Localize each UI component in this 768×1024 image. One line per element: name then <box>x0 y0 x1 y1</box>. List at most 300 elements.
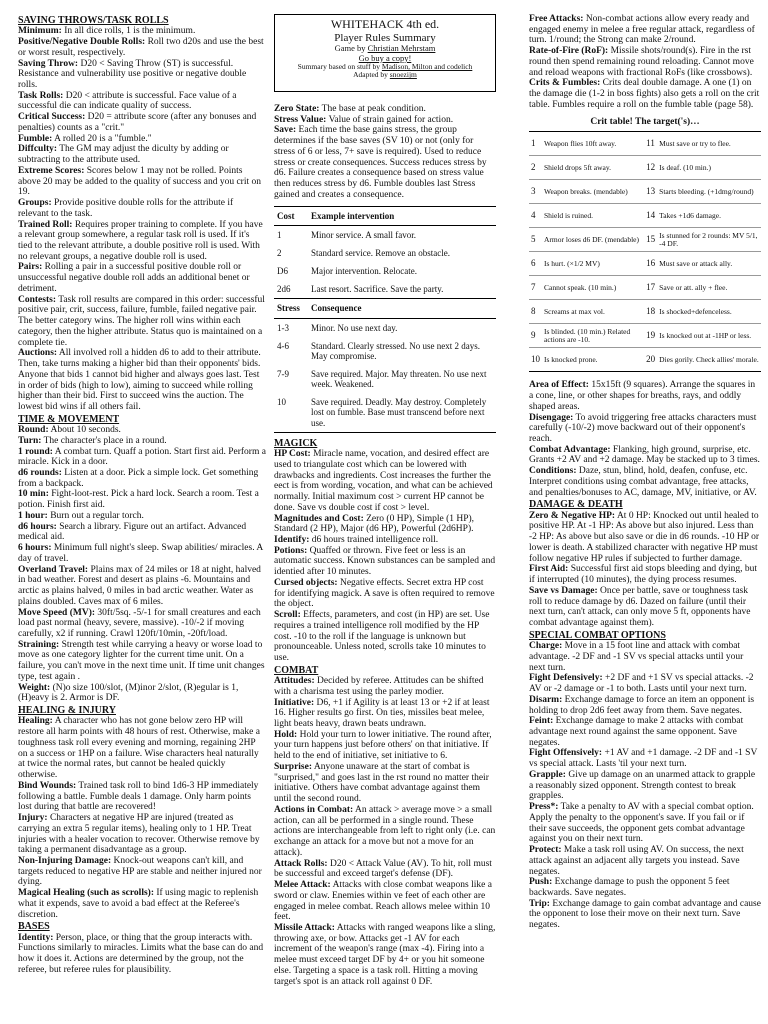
rule-text: Strength test while carrying a heavy or worse load to move as one category lighter for the current time unit. On a failure, you can't move in the next time unit. If time unit changes type, test again . <box>18 639 265 682</box>
rule-term: Disengage: <box>529 412 574 423</box>
rule-entry <box>529 380 761 412</box>
rule-term: Non-Injuring Damage: <box>18 855 112 866</box>
rule-text: 30ft/5sq. -5/-1 for small creatures and each load past normal (heavy, severe, massive). -10/-2 if moving carefully, x2 if running. Crawl 120ft/10min, -20ft/load. <box>18 607 261 639</box>
rule-entry <box>18 26 266 37</box>
rule-text: Exchange damage to make 2 attacks with combat advantage next round against the same opponent. Save negates. <box>529 716 744 748</box>
rule-text: Exchange damage to force an item an opponent is holding to drop 2d6 feet away from them. Save negates. <box>529 694 755 716</box>
rule-text: An attack > average move > a small action, can all be performed in a single round. These actions are interchangeable from left to right only (i.e. can exchange an attack for a move but not a move for an attack). <box>274 804 496 858</box>
crit-number: 14 <box>644 204 657 228</box>
rule-text: Take a penalty to AV with a special combat option. Apply the penalty to the opponent's save. If you fail or if their save succeeds, the opponent gets combat advantage against you on their next turn. <box>529 802 754 845</box>
rule-term: Potions: <box>274 545 308 556</box>
rule-entry <box>18 813 266 856</box>
rule-term: Straining: <box>18 639 60 650</box>
rule-entry <box>529 845 761 877</box>
crit-effect: Cannot speak. (10 min.) <box>542 276 644 300</box>
crit-effect: Is hurt. (×1/2 MV) <box>542 252 644 276</box>
crit-row <box>529 132 761 156</box>
rule-term: Cursed objects: <box>274 577 338 588</box>
rule-term: Diffculty: <box>18 144 58 155</box>
rule-entry <box>18 91 266 112</box>
rule-entry <box>274 449 496 513</box>
rule-term: 1 hour: <box>18 510 48 521</box>
rule-entry <box>529 770 761 802</box>
rule-entry <box>529 716 761 748</box>
table-cell-description: Save required. Deadly. May destroy. Completely lost on fumble. Base must transcend before next use. <box>308 393 496 432</box>
consequence-header: Consequence <box>308 299 496 318</box>
rule-text: If using magic to replenish what it expends, save to avoid a bad effect at the Referee's discretion. <box>18 888 259 920</box>
rule-entry <box>529 413 761 445</box>
rule-text: Make a task roll using AV. On success, the next attack against an adjacent ally targets you instead. Save negates. <box>529 845 744 877</box>
rule-term: Extreme Scores: <box>18 165 85 176</box>
rule-term: Charge: <box>529 641 563 652</box>
rule-text: Knock-out weapons can't kill, and targets reduced to negative HP are stable and neither injured nor dying. <box>18 855 262 888</box>
rule-entry <box>18 295 266 349</box>
crit-number: 10 <box>529 348 542 372</box>
table-cell-description: Standard service. Remove an obstacle. <box>311 247 450 258</box>
rule-entry <box>529 78 761 110</box>
rule-term: 1 round: <box>18 446 53 457</box>
section-title-bases: BASES <box>18 921 50 933</box>
rule-entry <box>18 447 266 468</box>
rule-term: Missile Attack: <box>274 922 335 933</box>
rule-entry <box>18 608 266 640</box>
stress-header: Stress <box>274 299 308 318</box>
crit-number: 1 <box>529 132 542 156</box>
rule-text: Hold your turn to lower initiative. The round after, your turn happens just before others' on that initiative. If held to the end of initiative, set initiative to 6. <box>274 729 492 762</box>
rule-term: Injury: <box>18 813 48 824</box>
magick-list <box>274 449 496 664</box>
adapted-credit-prefix: Adapted by <box>353 70 390 80</box>
rule-entry <box>529 695 761 716</box>
rule-text: In all dice rolls, 1 is the minimum. <box>61 26 196 37</box>
crit-number: 3 <box>529 180 542 204</box>
rule-term: Zero & Negative HP: <box>529 510 616 521</box>
rule-term: d6 rounds: <box>18 467 62 478</box>
rule-term: Conditions: <box>529 466 577 477</box>
rule-text: A combat turn. Quaff a potion. Start first aid. Perform a miracle. Kick in a door. <box>18 446 266 468</box>
rule-term: Healing: <box>18 716 53 727</box>
rule-text: Attacks with ranged weapons like a sling, throwing axe, or bow. Attacks get -1 AV for each increment of the weapon's range (max -4). Firing into a melee must exceed target DF by 4+ or you hit someone else. Targeting a space is a task roll. Hitting a moving target's spot is an attack roll against 0 DF. <box>274 922 496 987</box>
rule-entry <box>529 586 761 629</box>
rule-text: Successful first aid stops bleeding and dying, but if interrupted (10 minutes), the dying process resumes. <box>529 564 757 586</box>
rule-text: Burn out a regular torch. <box>47 510 144 521</box>
crit-effect: Weapon breaks. (mendable) <box>542 180 644 204</box>
rule-term: Fumble: <box>18 133 53 144</box>
rule-term: Trained Roll: <box>18 219 73 230</box>
rule-entry <box>18 198 266 219</box>
crit-effect: Weapon flies 10ft away. <box>542 132 644 156</box>
rule-entry <box>18 144 266 165</box>
table-cell-value: 2d6 <box>277 284 291 295</box>
title-box <box>274 14 496 92</box>
rule-term: Melee Attack: <box>274 880 331 891</box>
rule-term: Surprise: <box>274 761 312 772</box>
cost-header: Cost <box>274 206 308 225</box>
rule-entry <box>18 781 266 813</box>
rule-term: Bind Wounds: <box>18 780 77 791</box>
rule-term: Rate-of-Fire (RoF): <box>529 46 609 57</box>
crit-number: 7 <box>529 276 542 300</box>
rule-entry <box>18 522 266 543</box>
rule-term: Magical Healing (such as scrolls): <box>18 888 154 899</box>
table-row <box>274 337 496 365</box>
crit-number: 8 <box>529 300 542 324</box>
rule-entry <box>18 565 266 608</box>
crit-effect: Starts bleeding. (+1dmg/round) <box>657 180 761 204</box>
rule-text: A character who has not gone below zero HP will restore all harm points with 48 hours of rest. Otherwise, make a toughness task roll every evening and morning, regaining 2HP on a success or 1HP on a failure. Wise characters heal naturally at twice the normal rates, but cannot be healed quickly otherwise. <box>18 716 260 781</box>
rule-term: Attack Rolls: <box>274 858 328 869</box>
rule-term: Saving Throw: <box>18 58 79 69</box>
crit-number: 16 <box>644 252 657 276</box>
rule-term: Disarm: <box>529 694 563 705</box>
crit-number: 5 <box>529 228 542 252</box>
healing-list <box>18 716 266 920</box>
table-row <box>274 393 496 432</box>
rule-entry <box>274 730 496 762</box>
table-row <box>274 244 496 262</box>
table-cell-value: D6 <box>277 266 288 277</box>
crit-number: 9 <box>529 324 542 348</box>
rule-text: Value of strain gained for action. <box>326 114 454 125</box>
rule-term: Identify: <box>274 534 310 545</box>
rule-text: Rolling a pair in a successful positive double roll or unsuccessful negative double roll adds an additional benet or detriment. <box>18 262 250 294</box>
crit-row <box>529 276 761 300</box>
crit-row <box>529 252 761 276</box>
rule-term: Hold: <box>274 729 298 740</box>
rule-text: Anyone unaware at the start of combat is "surprised," and goes last in the rst round no matter their initiative. Others have combat advantage against them until the second round. <box>274 761 489 805</box>
section-title-combat: COMBAT <box>274 664 319 676</box>
crit-number: 4 <box>529 204 542 228</box>
crit-effect: Must save or try to flee. <box>657 132 761 156</box>
adapter-link[interactable]: snoezijm <box>389 70 417 80</box>
rule-entry <box>529 46 761 78</box>
rule-text: The GM may adjust the diculty by adding or subtracting to the attribute used. <box>18 144 229 166</box>
rule-entry <box>18 683 266 704</box>
rule-term: Crits & Fumbles: <box>529 78 601 89</box>
rule-entry <box>274 578 496 610</box>
rule-text: Exchange damage to gain combat advantage and cause the opponent to lose their move on their next turn. Save negates. <box>529 898 761 931</box>
crit-number: 19 <box>644 324 657 348</box>
intervention-header: Example intervention <box>308 206 496 225</box>
crit-effect: Must save or attack ally. <box>657 252 761 276</box>
rule-term: Fight Offensively: <box>529 748 603 759</box>
crit-effect: Screams at max vol. <box>542 300 644 324</box>
rule-entry <box>18 220 266 263</box>
document-title: WHITEHACK 4th ed. <box>330 17 440 31</box>
section-title-magick: MAGICK <box>274 437 318 449</box>
table-row <box>274 225 496 244</box>
rule-entry <box>18 933 266 976</box>
saves-list <box>18 26 266 412</box>
rule-entry <box>274 859 496 880</box>
rule-term: Combat Advantage: <box>529 444 611 455</box>
rule-term: Save: <box>274 125 297 136</box>
crit-row <box>529 348 761 372</box>
rule-term: Positive/Negative Double Rolls: <box>18 37 146 48</box>
rule-term: Protect: <box>529 845 562 856</box>
rule-entry <box>18 888 266 920</box>
rule-entry <box>274 104 496 115</box>
rule-term: Minimum: <box>18 26 62 37</box>
rule-entry <box>18 348 266 412</box>
rule-text: Zero (0 HP), Simple (1 HP), Standard (2 HP), Major (d6 HP), Powerful (2d6HP). <box>274 513 475 535</box>
table-cell-description: Minor. No use next day. <box>311 322 398 333</box>
rule-entry <box>274 514 496 535</box>
rule-text: Once per battle, save or toughness task roll to reduce damage by d6. Dazed on failure (until their next turn, can't attack, can only move 5 ft, opponents have combat advantage against them). <box>529 585 751 629</box>
table-cell-value: 1 <box>277 229 282 240</box>
rule-text: Decided by referee. Attitudes can be shifted with a charisma test using the parley modier. <box>274 676 484 697</box>
rule-term: Turn: <box>18 435 42 446</box>
rule-term: Grapple: <box>529 769 566 780</box>
rule-text: D20 = attribute score (after any bonuses and penalties) counts as a "crit." <box>18 112 257 133</box>
rule-text: Plains max of 24 miles or 18 at night, halved in bad weather. Forest and desert as plains -6. Mountains and arctic as plains halved, 0 miles in bad arctic weather. Water as plains doubled. Caves max of 6 miles. <box>18 564 261 607</box>
summary-credit-prefix: Summary based on stuff by <box>297 62 382 72</box>
crit-effect: Armor loses d6 DF. (mendable) <box>542 228 644 252</box>
section-title-healing-injury: HEALING & INJURY <box>18 705 116 717</box>
rule-text: The base at peak condition. <box>319 104 426 114</box>
crit-table <box>529 131 761 372</box>
adapted-credit <box>279 71 491 79</box>
rule-entry <box>274 923 496 987</box>
rule-text: Exchange damage to push the opponent 5 feet backwards. Save negates. <box>529 877 730 898</box>
rule-entry <box>18 112 266 133</box>
crit-number: 13 <box>644 180 657 204</box>
table-row <box>274 365 496 393</box>
rule-entry <box>529 802 761 845</box>
crit-effect: Is stunned for 2 rounds: MV 5/1, -4 DF. <box>657 228 761 252</box>
crit-table-title: Crit table! The target('s)… <box>590 116 700 127</box>
rule-text: Attacks with close combat weapons like a sword or claw. Enemies within ve feet of each other are engaged in melee combat. Reach allows melee within 10 feet. <box>274 880 492 923</box>
table-cell-description: Save required. Major. May threaten. No use next week. Weakened. <box>311 369 487 390</box>
rule-term: 10 min: <box>18 489 49 500</box>
rule-text: At 0 HP: Knocked out until healed to positive HP. At -1 HP: As above but also injured. Less than -2 HP: As above but also save or die in d6 rounds. -10 HP or lower is death. A stabilized character with negative HP must follow negative HP rules if subjected to further damage. <box>529 510 759 564</box>
rule-term: Round: <box>18 425 49 436</box>
rule-entry <box>274 805 496 859</box>
crit-number: 20 <box>644 348 657 372</box>
table-cell-value: 1-3 <box>277 322 289 333</box>
table-row <box>274 280 496 299</box>
crit-number: 2 <box>529 156 542 180</box>
rule-term: Attitudes: <box>274 676 315 687</box>
table-cell-description: Standard. Clearly stressed. No use next 2 days. May compromise. <box>311 340 480 361</box>
crit-effect: Save or att. ally + flee. <box>657 276 761 300</box>
table-cell-value: 4-6 <box>277 340 289 351</box>
rule-entry <box>529 641 761 673</box>
rule-entry <box>274 535 496 546</box>
rule-term: Scroll: <box>274 610 301 621</box>
rule-entry <box>529 564 761 585</box>
rule-text: All involved roll a hidden d6 to add to their attribute. Then, take turns making a higher bid than their opponents' bids. Anyone that bids 1 cannot bid higher and always goes last. Test in order of bids (high to low), aiming to succeed while rolling higher than their bid. First to succeed wins the auction. The lowest bid wins if all others fail. <box>18 348 261 412</box>
column-middle <box>274 14 496 1018</box>
table-cell-description: Last resort. Sacrifice. Save the party. <box>311 284 444 295</box>
column-left <box>18 14 266 1018</box>
table-cell-description: Minor service. A small favor. <box>311 229 416 240</box>
rule-text: D20 < attribute is successful. Face value of a successful die can indicate quality of success. <box>18 90 237 112</box>
rule-text: Quaffed or thrown. Five feet or less is an automatic success. Known substances can be sampled and identied after 10 minutes. <box>274 545 496 578</box>
rule-text: Listen at a door. Pick a simple lock. Get something from a backpack. <box>18 467 259 489</box>
rule-text: Miracle name, vocation, and desired effect are used to triangulate cost which can be lowered with drawbacks and ingredients. Cost increases the further the eect is from wording, vocation, and what can be achieved normally. Initial maximum cost > current HP cannot be done. Save vs double cost if cost > level. <box>274 449 493 513</box>
rule-text: Give up damage on an unarmed attack to grapple a reasonably sized opponent. Strength contest to break grapples. <box>529 769 756 802</box>
rule-entry <box>18 468 266 489</box>
crit-row <box>529 324 761 348</box>
rule-entry <box>274 698 496 730</box>
rule-text: Daze, stun, blind, hold, deafen, confuse, etc. Interpret conditions using combat advantage, free attacks, and penalties/bonuses to AC, damage, MV, initiative, or AV. <box>529 466 757 498</box>
crit-effect: Dies gorily. Check allies' morale. <box>657 348 761 372</box>
column-right <box>529 14 761 1018</box>
rule-text: D20 < Saving Throw (ST) is successful. Resistance and vulnerability use positive or negative double rolls. <box>18 58 247 90</box>
rule-text: To avoid triggering free attacks characters must carefully (-10/-2) move backward out of their opponent's reach. <box>529 412 757 445</box>
rule-term: Pairs: <box>18 262 43 273</box>
rule-entry <box>529 877 761 898</box>
rule-entry <box>274 880 496 923</box>
rule-term: Task Rolls: <box>18 90 64 101</box>
section-title-damage-death: DAMAGE & DEATH <box>529 499 623 511</box>
crit-effect: Is blinded. (10 min.) Related actions are -10. <box>542 324 644 348</box>
rule-term: d6 hours: <box>18 521 57 532</box>
rule-term: Auctions: <box>18 348 58 359</box>
crit-number: 18 <box>644 300 657 324</box>
rule-text: Move in a 15 foot line and attack with combat advantage. -2 DF and -1 SV vs special attacks until your next turn. <box>529 641 744 673</box>
crit-row <box>529 228 761 252</box>
section-title-special-combat: SPECIAL COMBAT OPTIONS <box>529 629 666 641</box>
rule-term: Zero State: <box>274 104 320 114</box>
rule-term: Trip: <box>529 898 550 909</box>
rule-text: A rolled 20 is a "fumble." <box>52 133 152 144</box>
rule-entry <box>529 673 761 694</box>
rule-text: Fight-loot-rest. Pick a hard lock. Search a room. Test a potion. Finish first aid. <box>18 489 259 511</box>
rule-entry <box>18 134 266 145</box>
crit-effect: Is knocked prone. <box>542 348 644 372</box>
combat-list <box>274 676 496 987</box>
rule-text: +1 AV and +1 damage. -2 DF and -1 SV vs special attack. Lasts 'til your next turn. <box>529 748 758 770</box>
crit-number: 11 <box>644 132 657 156</box>
rule-text: Provide positive double rolls for the attribute if relevant to the task. <box>18 198 234 219</box>
crit-row <box>529 156 761 180</box>
table-cell-description: Major intervention. Relocate. <box>311 266 417 277</box>
rule-term: Overland Travel: <box>18 564 89 575</box>
rule-entry <box>529 748 761 769</box>
rule-text: D20 < Attack Value (AV). To hit, roll must be successful and exceed target's defense (DF). <box>274 858 492 880</box>
rule-entry <box>274 762 496 805</box>
bases-list <box>18 933 266 976</box>
crit-effect: Shield drops 5ft away. <box>542 156 644 180</box>
combat-mid-list <box>529 380 761 498</box>
summary-authors-link[interactable]: Madison, Milton and codelich <box>381 62 473 72</box>
intro-list <box>274 104 496 201</box>
crit-effect: Is shocked+defenceless. <box>657 300 761 324</box>
rule-text: Requires proper training to complete. If you have a relevant group somewhere, a regular task roll is used. If it's tied to the relevant attribute, a double positive roll is used. With no relevant groups, a negative double roll is used. <box>18 219 263 262</box>
rule-text: Minimum full night's sleep. Swap abilities/ miracles. A day of travel. <box>18 543 263 564</box>
crit-number: 17 <box>644 276 657 300</box>
document-subtitle: Player Rules Summary <box>334 31 436 44</box>
rule-entry <box>18 716 266 780</box>
rule-term: Identity: <box>18 932 54 943</box>
combat-top-list <box>529 14 761 111</box>
rule-entry <box>274 610 496 664</box>
rule-text: Person, place, or thing that the group interacts with. Functions similarly to miracles. Limits what the base can do and how it does it. Actions are determined by the group, not the referee, but referee rules for plausibility. <box>18 932 264 975</box>
crit-number: 15 <box>644 228 657 252</box>
rule-entry <box>274 115 496 126</box>
rule-entry <box>18 856 266 888</box>
table-cell-value: 7-9 <box>277 369 289 380</box>
rule-text: Search a library. Figure out an artifact. Advanced medical aid. <box>18 521 247 543</box>
rule-term: 6 hours: <box>18 543 52 554</box>
crit-effect: Shield is ruined. <box>542 204 644 228</box>
rule-entry <box>529 466 761 498</box>
section-title-saving-throws: SAVING THROWS/TASK ROLLS <box>18 15 169 26</box>
rule-term: Weight: <box>18 682 51 693</box>
rule-entry <box>18 59 266 91</box>
rule-text: Flanking, high ground, surprise, etc. Grants +2 AV and +2 damage. May be stacked up to 3 times. <box>529 444 760 466</box>
crit-effect: Is deaf. (10 min.) <box>657 156 761 180</box>
crit-number: 12 <box>644 156 657 180</box>
rule-term: Contests: <box>18 294 56 305</box>
table-row <box>274 318 496 337</box>
rule-term: Feint: <box>529 716 554 727</box>
rule-term: Area of Effect: <box>529 380 589 391</box>
rule-text: Roll two d20s and use the best or worst result, respectively. <box>18 37 264 58</box>
table-cell-value: 10 <box>274 393 308 432</box>
rule-text: (N)o size 100/slot, (M)inor 2/slot, (R)egular is 1, (H)eavy is 2. Armor is DF. <box>18 682 239 704</box>
section-title-time-movement: TIME & MOVEMENT <box>18 413 120 425</box>
rule-term: Press*: <box>529 802 559 813</box>
crit-row <box>529 300 761 324</box>
rule-entry <box>18 37 266 58</box>
rule-text: Characters at negative HP are injured (treated as carrying an extra 5 regular items), healing only to 1 HP. Treat injuries with a healer vocation to recover. Otherwise remove by taking a permanent disadvantage as a group. <box>18 813 260 856</box>
table-cell-value: 2 <box>277 247 282 258</box>
buy-link[interactable]: Go buy a copy! <box>358 52 412 63</box>
cost-stress-table <box>274 206 496 433</box>
rule-entry <box>274 676 496 697</box>
crit-number: 6 <box>529 252 542 276</box>
crit-effect: Takes +1d6 damage. <box>657 204 761 228</box>
rule-text: Crits deal double damage. A one (1) on the damage die (1-2 in boss fights) also gets a roll on the crit table. Fumbles require a roll on the fumble table (page 58). <box>529 78 760 110</box>
rule-term: Fight Defensively: <box>529 673 603 684</box>
rule-entry <box>274 546 496 578</box>
rule-text: D6, +1 if Agility is at least 13 or +2 if at least 16. Higher results go first. On ties, missiles beat melee, light beats heavy, drawn beats undrawn. <box>274 697 490 730</box>
rule-entry <box>274 125 496 200</box>
rule-text: The character's place in a round. <box>41 435 167 446</box>
rule-text: Missile shots/round(s). Fire in the rst round then spend remaining round reloading. Cannot move and reload weapons with fractional RoFs (like crossbows). <box>529 46 754 78</box>
rule-term: Initiative: <box>274 697 315 708</box>
rule-term: First Aid: <box>529 564 569 575</box>
rule-term: Actions in Combat: <box>274 804 354 815</box>
rule-entry <box>529 511 761 565</box>
rule-text: Non-combat actions allow every ready and engaged enemy in melee a free regular attack, regardless of turn. 1/round; the Strong can make 2/round. <box>529 14 755 46</box>
rule-entry <box>529 14 761 46</box>
rule-term: Groups: <box>18 198 52 209</box>
crit-row <box>529 204 761 228</box>
game-credit-prefix: Game by <box>334 42 368 53</box>
rule-text: 15x15ft (9 squares). Arrange the squares in a cone, line, or other shapes for breaths, rays, and oddly shaped areas. <box>529 380 756 412</box>
rule-text: +2 DF and +1 SV vs special attacks. -2 AV or -2 damage or -1 to both. Lasts until your next turn. <box>529 673 754 695</box>
table-row <box>274 262 496 280</box>
rule-term: Magnitudes and Cost: <box>274 513 364 524</box>
rule-entry <box>18 425 266 436</box>
rule-text: About 10 seconds. <box>48 425 121 436</box>
rule-term: Move Speed (MV): <box>18 607 96 618</box>
rule-entry <box>18 166 266 198</box>
rule-entry <box>18 436 266 447</box>
time-list <box>18 425 266 704</box>
rule-term: Push: <box>529 877 553 888</box>
author-link[interactable]: Christian Mehrstam <box>367 42 436 53</box>
crit-effect: Is knocked out at -1HP or less. <box>657 324 761 348</box>
rule-entry <box>18 640 266 683</box>
rule-text: Trained task roll to bind 1d6-3 HP immediately following a battle. Fumble deals 1 damage. Only harm points lost during that battle are recovered! <box>18 780 259 813</box>
rule-entry <box>18 511 266 522</box>
rule-text: Each time the base gains stress, the group determines if the base saves (SV 10) or not (only for stress of 6 or less, 7+ save is required). Used to reduce stress or create consequences. Success reduces stress by d6. Failure creates a consequence based on stress value then reduces stress by d6. Fumble doubles last Stress gained and creates a consequence. <box>274 125 487 200</box>
